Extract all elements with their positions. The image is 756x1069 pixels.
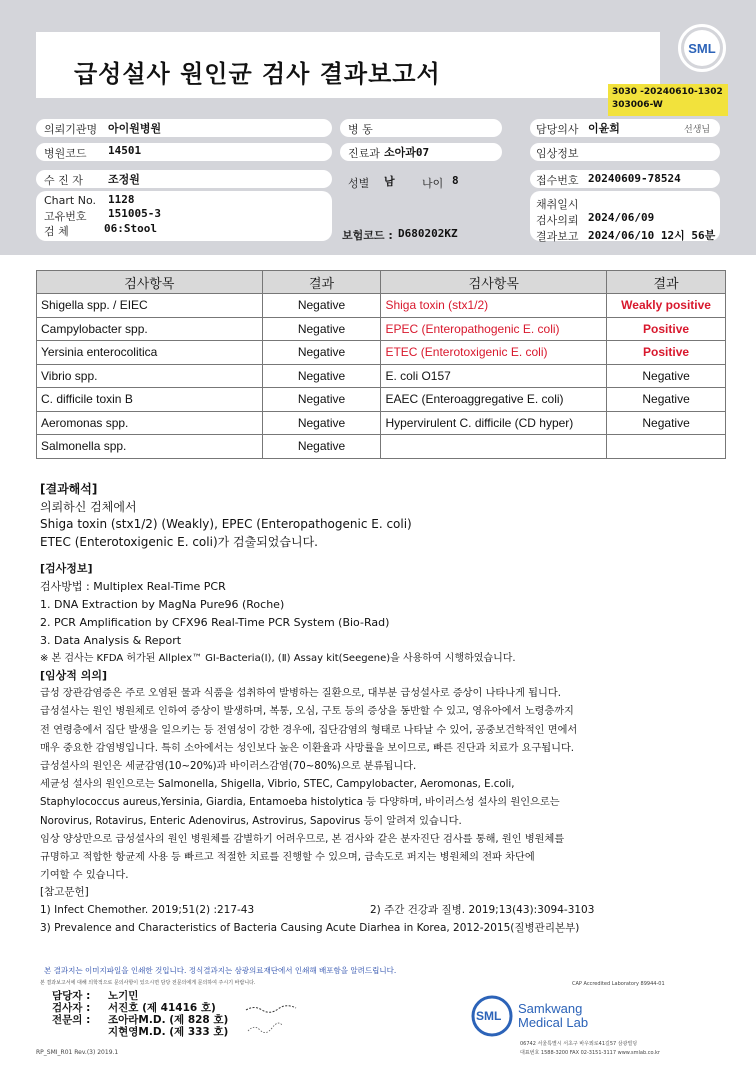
department-value: 소아과07 <box>384 146 430 159</box>
references-section <box>40 883 594 937</box>
receipt-label: 접수번호 <box>536 174 579 187</box>
collect-label: 채취일시 <box>536 198 579 211</box>
test-info-line: 검사방법 : Multiplex Real-Time PCR <box>40 580 226 593</box>
interpretation-line: 의뢰하신 검체에서 <box>40 499 137 514</box>
left-result-cell: Negative <box>262 364 381 388</box>
left-result-cell: Negative <box>262 317 381 341</box>
left-item-cell: C. difficile toxin B <box>37 388 263 412</box>
specimen-value: 06:Stool <box>104 222 157 235</box>
clinical-line: Staphylococcus aureus,Yersinia, Giardia, Entamoeba histolytica 등 다양하며, 바이러스성 설사의 원인으로는 <box>40 797 560 809</box>
signer-role: 담당자 : <box>52 990 91 1002</box>
test-info-line: 1. DNA Extraction by MagNa Pure96 (Roche) <box>40 598 285 611</box>
age-label: 나이 <box>422 177 444 190</box>
code-line-2: 303006-W <box>612 100 663 110</box>
signer-role: 전문의 : <box>52 1014 91 1026</box>
right-result-cell: Negative <box>607 364 726 388</box>
institution-label: 의뢰기관명 <box>44 123 98 136</box>
right-item-cell: Shiga toxin (stx1/2) <box>381 294 607 318</box>
lab-name-line-2: Medical Lab <box>518 1015 589 1030</box>
header-item-right: 검사항목 <box>381 271 607 294</box>
clinical-label: 임상정보 <box>536 147 579 160</box>
left-item-cell: Aeromonas spp. <box>37 411 263 435</box>
right-result-cell: Negative <box>607 388 726 412</box>
right-item-cell <box>381 435 607 459</box>
left-item-cell: Salmonella spp. <box>37 435 263 459</box>
specimen-label: 검 체 <box>44 225 69 238</box>
left-result-cell: Negative <box>262 388 381 412</box>
reference-row <box>40 901 594 919</box>
unique-value: 151005-3 <box>108 207 161 220</box>
reference-3: 3) Prevalence and Characteristics of Bacteria Causing Acute Diarhea in Korea, 2012-2015(질병관리본부) <box>40 922 580 934</box>
table-header-row <box>37 271 726 294</box>
clinical-line: 전 연령층에서 집단 발생을 일으키는 등 전염성이 강한 경우에, 집단감염의 형태로 나타날 수 있어, 공중보건학적인 면에서 <box>40 724 578 736</box>
sex-label: 성별 <box>348 177 370 190</box>
lab-name <box>518 1002 588 1030</box>
insurance-value: D680202KZ <box>398 227 458 240</box>
interpretation-section <box>40 481 412 551</box>
signer-row <box>52 1002 228 1014</box>
report-value: 2024/06/10 12시 56분 <box>588 229 716 242</box>
clinical-section <box>40 667 577 885</box>
clinical-line: 매우 중요한 감염병입니다. 특히 소아에서는 성인보다 높은 이환율과 사망률을 보이므로, 빠른 진단과 치료가 요구됩니다. <box>40 742 575 754</box>
right-item-cell: Hypervirulent C. difficile (CD hyper) <box>381 411 607 435</box>
clinical-line: 급성설사는 원인 병원체로 인하여 증상이 발생하며, 복통, 오심, 구토 등의 증상을 동반할 수 있고, 영유아에서 노령층까지 <box>40 706 574 718</box>
signature-1 <box>244 1004 304 1014</box>
test-info-section <box>40 560 516 668</box>
clinical-line: 급성설사의 원인은 세균감염(10~20%)과 바이러스감염(70~80%)으로 분류됩니다. <box>40 761 417 773</box>
ward-label: 병 동 <box>348 123 373 136</box>
test-info-line: 3. Data Analysis & Report <box>40 634 182 647</box>
signature-2 <box>246 1022 286 1034</box>
report-code-tag <box>608 84 728 116</box>
report-label: 결과보고 <box>536 230 579 243</box>
department-label: 진료과 <box>348 147 380 160</box>
institution-value: 아이원병원 <box>108 122 162 135</box>
signer-name: 지현영M.D. (제 333 호) <box>108 1026 229 1038</box>
test-info-line: ※ 본 검사는 KFDA 허가된 Allplex™ GI-Bacteria(Ⅰ), (Ⅱ) Assay kit(Seegene)을 사용하여 시행하였습니다. <box>40 653 516 664</box>
clinical-line: 기여할 수 있습니다. <box>40 870 129 882</box>
lab-phone: 대표번호 1588-3200 FAX 02-3151-3117 www.smlab.co.kr <box>520 1050 660 1056</box>
insurance-label: 보험코드 : <box>342 229 393 242</box>
left-result-cell: Negative <box>262 435 381 459</box>
lab-address: 06742 서울특별시 서초구 바우뫼로41길57 삼광빌딩 <box>520 1041 638 1047</box>
clinical-line: 세균성 설사의 원인으로는 Salmonella, Shigella, Vibrio, STEC, Campylobacter, Aeromonas, E.coli, <box>40 779 515 791</box>
right-item-cell: EPEC (Enteropathogenic E. coli) <box>381 317 607 341</box>
footer-note: 본 결과지는 이미지파일을 인쇄한 것입니다. 정식결과지는 삼광의료재단에서 인쇄해 배포함을 알려드립니다. <box>44 966 397 975</box>
results-table <box>36 270 726 459</box>
clinical-line: Norovirus, Rotavirus, Enteric Adenovirus, Astrovirus, Sapovirus 등이 알려져 있습니다. <box>40 815 462 827</box>
left-item-cell: Vibrio spp. <box>37 364 263 388</box>
left-result-cell: Negative <box>262 294 381 318</box>
signer-row <box>52 1026 228 1038</box>
right-result-cell: Positive <box>607 317 726 341</box>
table-row <box>37 294 726 318</box>
code-line-1: 3030 -20240610-1302 <box>612 87 723 97</box>
right-item-cell: EAEC (Enteroaggregative E. coli) <box>381 388 607 412</box>
left-item-cell: Shigella spp. / EIEC <box>37 294 263 318</box>
clinical-heading: [임상적 의의] <box>40 669 108 682</box>
interpretation-heading: [결과해석] <box>40 482 98 496</box>
signer-row <box>52 1014 228 1026</box>
right-result-cell: Weakly positive <box>607 294 726 318</box>
test-info-line: 2. PCR Amplification by CFX96 Real-Time PCR System (Bio-Rad) <box>40 616 390 629</box>
chart-value: 1128 <box>108 193 135 206</box>
request-label: 검사의뢰 <box>536 214 579 227</box>
table-row <box>37 411 726 435</box>
hospital-code-value: 14501 <box>108 144 142 157</box>
signer-role: 검사자 : <box>52 1002 91 1014</box>
table-row <box>37 435 726 459</box>
lab-name-line-1: Samkwang <box>518 1001 583 1016</box>
clinical-line: 급성 장관감염증은 주로 오염된 물과 식품을 섭취하여 발병하는 질환으로, 대부분 급성설사로 증상이 나타나게 됩니다. <box>40 688 561 700</box>
doctor-value: 이윤희 <box>588 122 620 135</box>
signer-name: 조아라M.D. (제 828 호) <box>108 1014 229 1026</box>
request-value: 2024/06/09 <box>588 211 655 224</box>
header-result-left: 결과 <box>262 271 381 294</box>
reference-2: 2) 주간 건강과 질병. 2019;13(43):3094-3103 <box>370 904 595 916</box>
signer-name: 노기민 <box>108 990 139 1002</box>
cap-accreditation: CAP Accredited Laboratory 89944-01 <box>572 981 665 987</box>
receipt-value: 20240609-78524 <box>588 172 681 185</box>
clinical-line: 임상 양상만으로 급성설사의 원인 병원체를 감별하기 어려우므로, 본 검사와 같은 분자진단 검사를 통해, 원인 병원체를 <box>40 833 565 845</box>
clinical-line: 규명하고 적합한 항균제 사용 등 빠르고 적절한 치료를 진행할 수 있으며, 급속도로 퍼지는 병원체의 전파 차단에 <box>40 852 535 864</box>
doctor-label: 담당의사 <box>536 123 579 136</box>
sml-logo-badge: SML <box>684 30 720 66</box>
right-item-cell: E. coli O157 <box>381 364 607 388</box>
report-title: 급성설사 원인균 검사 결과보고서 <box>74 60 441 88</box>
test-info-heading: [검사정보] <box>40 562 93 575</box>
right-result-cell <box>607 435 726 459</box>
table-row <box>37 364 726 388</box>
interpretation-line: ETEC (Enterotoxigenic E. coli)가 검출되었습니다. <box>40 534 318 549</box>
patient-value: 조정원 <box>108 173 140 186</box>
unique-label: 고유번호 <box>44 210 87 223</box>
header-result-right: 결과 <box>607 271 726 294</box>
patient-label: 수 진 자 <box>44 174 83 187</box>
right-item-cell: ETEC (Enterotoxigenic E. coli) <box>381 341 607 365</box>
left-item-cell: Campylobacter spp. <box>37 317 263 341</box>
right-result-cell: Negative <box>607 411 726 435</box>
title-box <box>36 32 660 98</box>
chart-label: Chart No. <box>44 194 96 207</box>
references-heading: [참고문헌] <box>40 886 89 898</box>
sml-lab-logo-text: SML <box>476 1009 502 1023</box>
signers-block <box>52 990 228 1038</box>
left-item-cell: Yersinia enterocolitica <box>37 341 263 365</box>
table-row <box>37 388 726 412</box>
table-row <box>37 341 726 365</box>
form-id: RP_SMI_R01 Rev.(3) 2019.1 <box>36 1049 119 1056</box>
hospital-code-label: 병원코드 <box>44 147 87 160</box>
table-row <box>37 317 726 341</box>
header-item-left: 검사항목 <box>37 271 263 294</box>
right-result-cell: Positive <box>607 341 726 365</box>
doctor-suffix: 선생님 <box>684 125 711 135</box>
signer-row <box>52 990 228 1002</box>
signer-name: 서진호 (제 41416 호) <box>108 1002 216 1014</box>
sex-value: 남 <box>384 175 395 188</box>
interpretation-line: Shiga toxin (stx1/2) (Weakly), EPEC (Enteropathogenic E. coli) <box>40 517 412 531</box>
left-result-cell: Negative <box>262 341 381 365</box>
footer-fine-print: 본 결과보고서에 대해 의학적으로 문의사항이 있으시면 담당 전문의에게 문의하여 주시기 바랍니다. <box>40 980 256 986</box>
reference-1: 1) Infect Chemother. 2019;51(2) :217-43 <box>40 904 255 916</box>
left-result-cell: Negative <box>262 411 381 435</box>
age-value: 8 <box>452 174 459 187</box>
